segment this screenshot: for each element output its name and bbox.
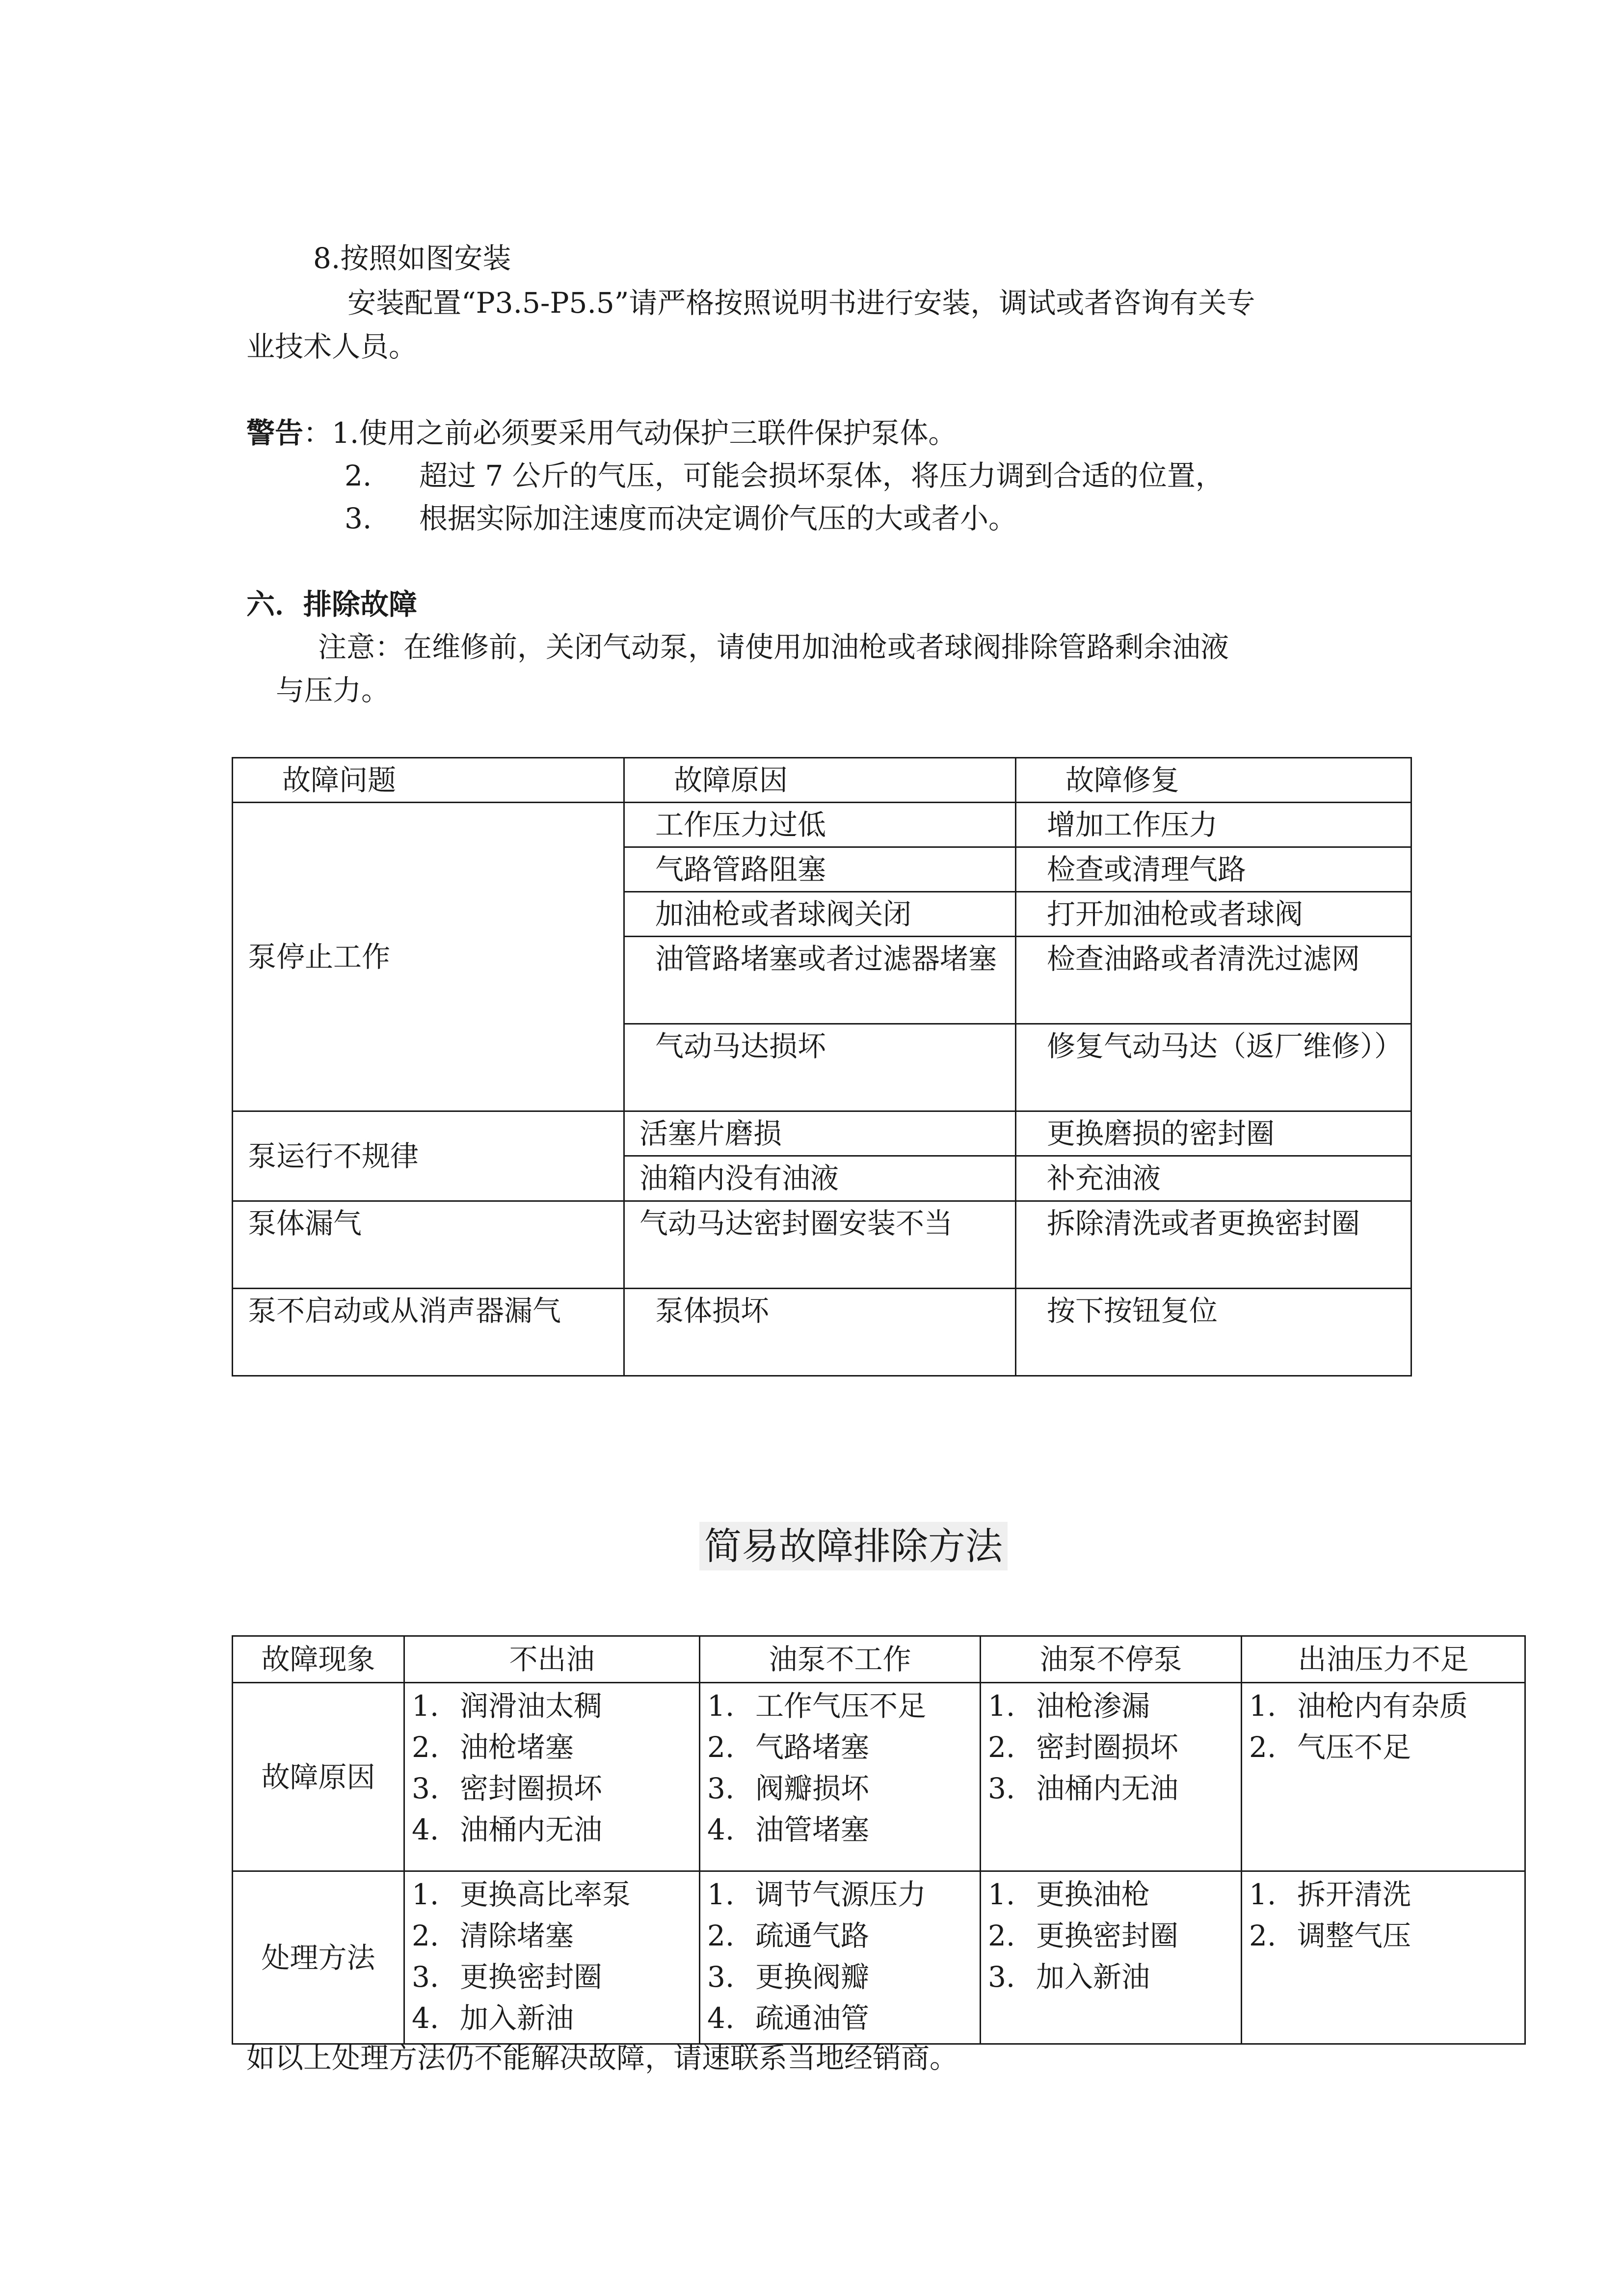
list-item [707, 1727, 973, 1768]
list-item [988, 1685, 1234, 1727]
list-item-number: 2. [707, 1730, 735, 1764]
fix-cell [1016, 1024, 1411, 1111]
list-item-number: 2. [412, 1919, 439, 1953]
row-label-causes: 故障原因 [233, 1683, 404, 1871]
list-item [707, 1809, 973, 1850]
list-item [707, 1768, 973, 1809]
header-no-oil: 不出油 [404, 1636, 700, 1683]
warning-colon: ： [303, 416, 332, 450]
list-item-text: 气路堵塞 [755, 1730, 870, 1764]
list-item-text: 加入新油 [460, 2001, 574, 2035]
fix-cell: 按下按钮复位 [1016, 1288, 1411, 1376]
fix-cell: 增加工作压力 [1016, 803, 1411, 847]
cause-cell: 气路管路阻塞 [624, 847, 1016, 892]
list-item-number: 1. [1249, 1689, 1277, 1723]
warning-item-2-num: 2. [345, 459, 372, 492]
table-row [233, 803, 1411, 847]
list-item-number: 2. [707, 1919, 735, 1953]
list-item [412, 1956, 692, 1998]
list-item [707, 1685, 973, 1727]
list-item-number: 4. [412, 1813, 439, 1847]
fault-table [232, 757, 1412, 1377]
problem-irregular: 泵运行不规律 [233, 1111, 624, 1201]
warning-item-3-num: 3. [345, 502, 372, 535]
list-item-text: 疏通气路 [755, 1919, 870, 1953]
section6-note-line2: 与压力。 [276, 674, 390, 707]
install-heading: 8.按照如图安装 [313, 242, 511, 275]
list-item-number: 1. [412, 1878, 439, 1912]
causes-col-1 [700, 1683, 981, 1871]
list-item-number: 2. [1249, 1730, 1277, 1764]
header-cause: 故障原因 [624, 758, 1016, 803]
list-item-text: 清除堵塞 [460, 1919, 574, 1953]
cause-cell: 泵体损坏 [624, 1288, 1016, 1376]
fix-cell: 打开加油枪或者球阀 [1016, 892, 1411, 937]
header-pump-not-working: 油泵不工作 [700, 1636, 981, 1683]
list-item-text: 更换密封圈 [460, 1960, 603, 1994]
list-item-number: 4. [707, 2001, 735, 2035]
list-item-number: 1. [412, 1689, 439, 1723]
list-item-text: 气压不足 [1297, 1730, 1411, 1764]
causes-col-2 [981, 1683, 1242, 1871]
row-label-methods: 处理方法 [233, 1871, 404, 2044]
list-item-number: 1. [707, 1689, 735, 1723]
list-item-text: 阀瓣损坏 [755, 1772, 870, 1806]
header-pump-not-stopping: 油泵不停泵 [981, 1636, 1242, 1683]
warning-item-3-text: 根据实际加注速度而决定调价气压的大或者小。 [419, 502, 1017, 535]
numbered-list [1249, 1685, 1517, 1768]
list-item [707, 1998, 973, 2039]
list-item-number: 3. [412, 1960, 439, 1994]
fix-text: 检查油路或者清洗过滤网 [1047, 942, 1360, 976]
list-item-text: 更换阀瓣 [755, 1960, 870, 1994]
list-item-number: 1. [707, 1878, 735, 1912]
cause-cell: 工作压力过低 [624, 803, 1016, 847]
list-item-number: 2. [412, 1730, 439, 1764]
list-item-text: 工作气压不足 [755, 1689, 927, 1723]
problem-leak: 泵体漏气 [233, 1201, 624, 1288]
list-item [707, 1915, 973, 1956]
footer-note: 如以上处理方法仍不能解决故障，请速联系当地经销商。 [246, 2041, 958, 2075]
list-item [1249, 1874, 1517, 1915]
numbered-list [707, 1874, 973, 2039]
list-item [988, 1727, 1234, 1768]
list-item-number: 3. [988, 1772, 1015, 1806]
fix-cell: 补充油液 [1016, 1156, 1411, 1201]
list-item-text: 润滑油太稠 [460, 1689, 603, 1723]
numbered-list [412, 1685, 692, 1850]
methods-col-2 [981, 1871, 1242, 2044]
list-item [412, 1727, 692, 1768]
cause-cell [624, 937, 1016, 1024]
list-item-text: 密封圈损坏 [460, 1772, 603, 1806]
fix-cell [1016, 1201, 1411, 1288]
list-item-text: 更换油枪 [1036, 1878, 1150, 1912]
header-problem: 故障问题 [233, 758, 624, 803]
list-item-text: 更换密封圈 [1036, 1919, 1179, 1953]
list-item [988, 1915, 1234, 1956]
cause-cell: 气动马达密封圈安装不当 [624, 1201, 1016, 1288]
causes-row [233, 1683, 1525, 1871]
list-item-text: 密封圈损坏 [1036, 1730, 1179, 1764]
list-item-text: 调整气压 [1297, 1919, 1411, 1953]
simple-table [232, 1635, 1526, 2045]
numbered-list [412, 1874, 692, 2039]
list-item [412, 1998, 692, 2039]
list-item-number: 3. [412, 1772, 439, 1806]
methods-row [233, 1871, 1525, 2044]
install-text-line1: 安装配置“P3.5-P5.5”请严格按照说明书进行安装，调试或者咨询有关专 [347, 286, 1255, 320]
fix-text: 修复气动马达（返厂维修）） [1047, 1029, 1403, 1063]
fault-table-header-row [233, 758, 1411, 803]
fix-cell [1016, 937, 1411, 1024]
list-item [412, 1685, 692, 1727]
list-item-number: 2. [988, 1730, 1015, 1764]
list-item-text: 油管堵塞 [755, 1813, 870, 1847]
causes-col-3 [1242, 1683, 1525, 1871]
warning-line1 [246, 416, 957, 451]
numbered-list [707, 1685, 973, 1850]
list-item-number: 2. [988, 1919, 1015, 1953]
problem-nostart: 泵不启动或从消声器漏气 [233, 1288, 624, 1376]
list-item-number: 3. [707, 1772, 735, 1806]
simple-title: 简易故障排除方法 [699, 1522, 1008, 1570]
list-item-text: 油枪渗漏 [1036, 1689, 1150, 1723]
list-item-text: 油枪堵塞 [460, 1730, 574, 1764]
list-item-text: 加入新油 [1036, 1960, 1150, 1994]
list-item [988, 1956, 1234, 1998]
cause-text: 油管路堵塞或者过滤器堵塞 [655, 942, 997, 976]
list-item-number: 1. [988, 1878, 1015, 1912]
table-row [233, 1111, 1411, 1156]
fix-cell: 更换磨损的密封圈 [1016, 1111, 1411, 1156]
warning-item-2-text: 超过 7 公斤的气压，可能会损坏泵体，将压力调到合适的位置， [419, 459, 1224, 492]
list-item [1249, 1915, 1517, 1956]
list-item [412, 1915, 692, 1956]
header-symptom: 故障现象 [233, 1636, 404, 1683]
numbered-list [988, 1685, 1234, 1809]
list-item-text: 疏通油管 [755, 2001, 870, 2035]
list-item-number: 3. [988, 1960, 1015, 1994]
cause-cell: 气动马达损坏 [624, 1024, 1016, 1111]
numbered-list [988, 1874, 1234, 1998]
fix-text: 拆除清洗或者更换密封圈 [1047, 1206, 1360, 1240]
table-row [233, 1288, 1411, 1376]
methods-col-1 [700, 1871, 981, 2044]
cause-cell: 活塞片磨损 [624, 1111, 1016, 1156]
list-item [1249, 1727, 1517, 1768]
warning-item-1: 1.使用之前必须要采用气动保护三联件保护泵体。 [332, 416, 957, 450]
list-item-text: 调节气源压力 [755, 1878, 927, 1912]
simple-table-header-row [233, 1636, 1525, 1683]
header-fix: 故障修复 [1016, 758, 1411, 803]
table-row [233, 1201, 1411, 1288]
section6-note-line1: 注意：在维修前，关闭气动泵，请使用加油枪或者球阀排除管路剩余油液 [318, 630, 1229, 664]
list-item-text: 油桶内无油 [1036, 1772, 1179, 1806]
list-item-text: 更换高比率泵 [460, 1878, 631, 1912]
cause-cell: 加油枪或者球阀关闭 [624, 892, 1016, 937]
warning-label: 警告 [246, 416, 304, 450]
list-item-text: 油枪内有杂质 [1297, 1689, 1468, 1723]
list-item-number: 4. [412, 2001, 439, 2035]
list-item-number: 3. [707, 1960, 735, 1994]
numbered-list [1249, 1874, 1517, 1956]
list-item-number: 1. [988, 1689, 1015, 1723]
list-item [1249, 1685, 1517, 1727]
install-text-line2: 业技术人员。 [246, 330, 418, 363]
list-item [988, 1874, 1234, 1915]
fix-cell: 检查或清理气路 [1016, 847, 1411, 892]
causes-col-0 [404, 1683, 700, 1871]
list-item [412, 1874, 692, 1915]
list-item-number: 4. [707, 1813, 735, 1847]
methods-col-3 [1242, 1871, 1525, 2044]
list-item [988, 1768, 1234, 1809]
section6-heading: 六．排除故障 [246, 588, 418, 621]
header-low-pressure: 出油压力不足 [1242, 1636, 1525, 1683]
list-item-text: 拆开清洗 [1297, 1878, 1411, 1912]
list-item [707, 1956, 973, 1998]
list-item-number: 2. [1249, 1919, 1277, 1953]
problem-pump-stop: 泵停止工作 [233, 803, 624, 1111]
list-item-number: 1. [1249, 1878, 1277, 1912]
cause-cell: 油箱内没有油液 [624, 1156, 1016, 1201]
list-item [707, 1874, 973, 1915]
methods-col-0 [404, 1871, 700, 2044]
list-item-text: 油桶内无油 [460, 1813, 603, 1847]
list-item [412, 1809, 692, 1850]
list-item [412, 1768, 692, 1809]
